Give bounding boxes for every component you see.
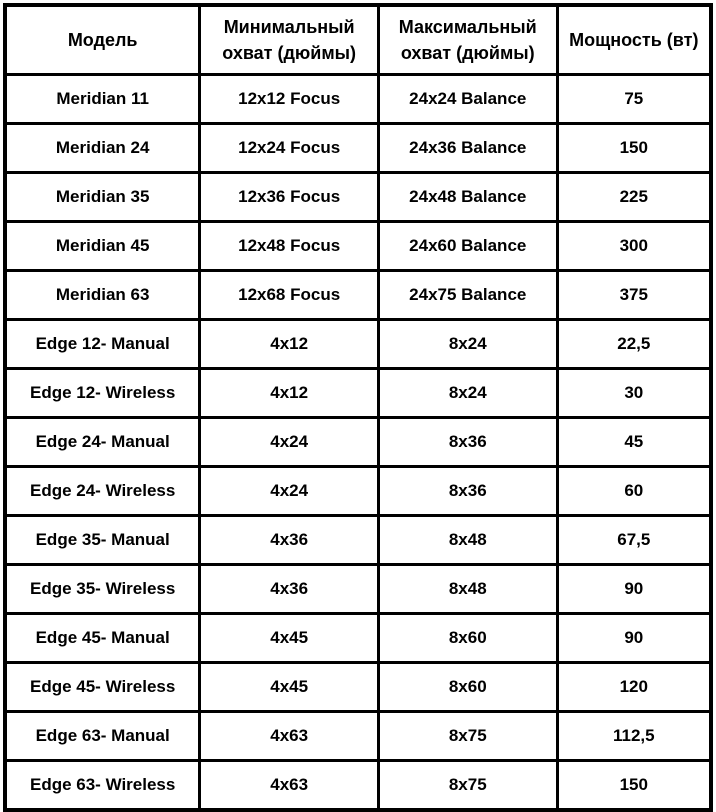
table-cell: 12x12 Focus (200, 75, 379, 124)
table-cell: 12x24 Focus (200, 124, 379, 173)
table-row (5, 75, 711, 124)
table-row (5, 369, 711, 418)
table-cell: Edge 12- Wireless (5, 369, 200, 418)
table-cell: 4x36 (200, 516, 379, 565)
table-row (5, 418, 711, 467)
table-cell: 24x24 Balance (378, 75, 557, 124)
table-cell: Meridian 24 (5, 124, 200, 173)
table-row (5, 663, 711, 712)
table-cell: 300 (557, 222, 711, 271)
table-cell: 8x36 (378, 467, 557, 516)
table-cell: 4x24 (200, 467, 379, 516)
table-cell: Edge 45- Wireless (5, 663, 200, 712)
table-cell: 90 (557, 614, 711, 663)
column-header-max-coverage: Максимальный охват (дюймы) (378, 5, 557, 75)
table-cell: 90 (557, 565, 711, 614)
table-cell: 4x45 (200, 614, 379, 663)
table-cell: Edge 24- Manual (5, 418, 200, 467)
table-cell: 112,5 (557, 712, 711, 761)
table-cell: 8x36 (378, 418, 557, 467)
table-row (5, 565, 711, 614)
column-header-model: Модель (5, 5, 200, 75)
table-cell: Meridian 63 (5, 271, 200, 320)
table-row (5, 124, 711, 173)
table-cell: 24x36 Balance (378, 124, 557, 173)
table-cell: 4x36 (200, 565, 379, 614)
table-cell: 8x60 (378, 663, 557, 712)
table-body (5, 75, 711, 811)
table-cell: 24x48 Balance (378, 173, 557, 222)
table-row (5, 516, 711, 565)
table-cell: 150 (557, 761, 711, 811)
table-row (5, 614, 711, 663)
table-cell: 4x24 (200, 418, 379, 467)
table-cell: 8x75 (378, 761, 557, 811)
table-row (5, 467, 711, 516)
table-row (5, 761, 711, 811)
table-cell: 8x48 (378, 565, 557, 614)
table-cell: 375 (557, 271, 711, 320)
table-cell: 8x24 (378, 369, 557, 418)
table-cell: Edge 12- Manual (5, 320, 200, 369)
table-cell: 45 (557, 418, 711, 467)
table-cell: 12x36 Focus (200, 173, 379, 222)
table-cell: 225 (557, 173, 711, 222)
table-cell: 67,5 (557, 516, 711, 565)
table-cell: 12x48 Focus (200, 222, 379, 271)
table-cell: 4x63 (200, 761, 379, 811)
column-header-power: Мощность (вт) (557, 5, 711, 75)
table-header (5, 5, 711, 75)
table-cell: 24x60 Balance (378, 222, 557, 271)
table-cell: 24x75 Balance (378, 271, 557, 320)
table-cell: Meridian 35 (5, 173, 200, 222)
table-cell: 120 (557, 663, 711, 712)
table-row (5, 173, 711, 222)
table-cell: 4x12 (200, 369, 379, 418)
table-row (5, 271, 711, 320)
table-cell: 8x48 (378, 516, 557, 565)
table-cell: Edge 63- Wireless (5, 761, 200, 811)
table-cell: 30 (557, 369, 711, 418)
table-cell: 12x68 Focus (200, 271, 379, 320)
table-row (5, 712, 711, 761)
table-cell: 8x24 (378, 320, 557, 369)
header-row (5, 5, 711, 75)
product-spec-table (3, 3, 713, 812)
table-row (5, 222, 711, 271)
table-cell: 75 (557, 75, 711, 124)
table-cell: Edge 35- Wireless (5, 565, 200, 614)
table-cell: Edge 24- Wireless (5, 467, 200, 516)
table-cell: Edge 63- Manual (5, 712, 200, 761)
table-cell: 4x12 (200, 320, 379, 369)
table-cell: 150 (557, 124, 711, 173)
table-cell: Meridian 11 (5, 75, 200, 124)
table-cell: 4x45 (200, 663, 379, 712)
column-header-min-coverage: Минимальный охват (дюймы) (200, 5, 379, 75)
table-cell: 4x63 (200, 712, 379, 761)
table-cell: 8x60 (378, 614, 557, 663)
table-cell: Edge 45- Manual (5, 614, 200, 663)
table-cell: Edge 35- Manual (5, 516, 200, 565)
table-row (5, 320, 711, 369)
table-cell: Meridian 45 (5, 222, 200, 271)
table-cell: 60 (557, 467, 711, 516)
table-cell: 8x75 (378, 712, 557, 761)
table-cell: 22,5 (557, 320, 711, 369)
